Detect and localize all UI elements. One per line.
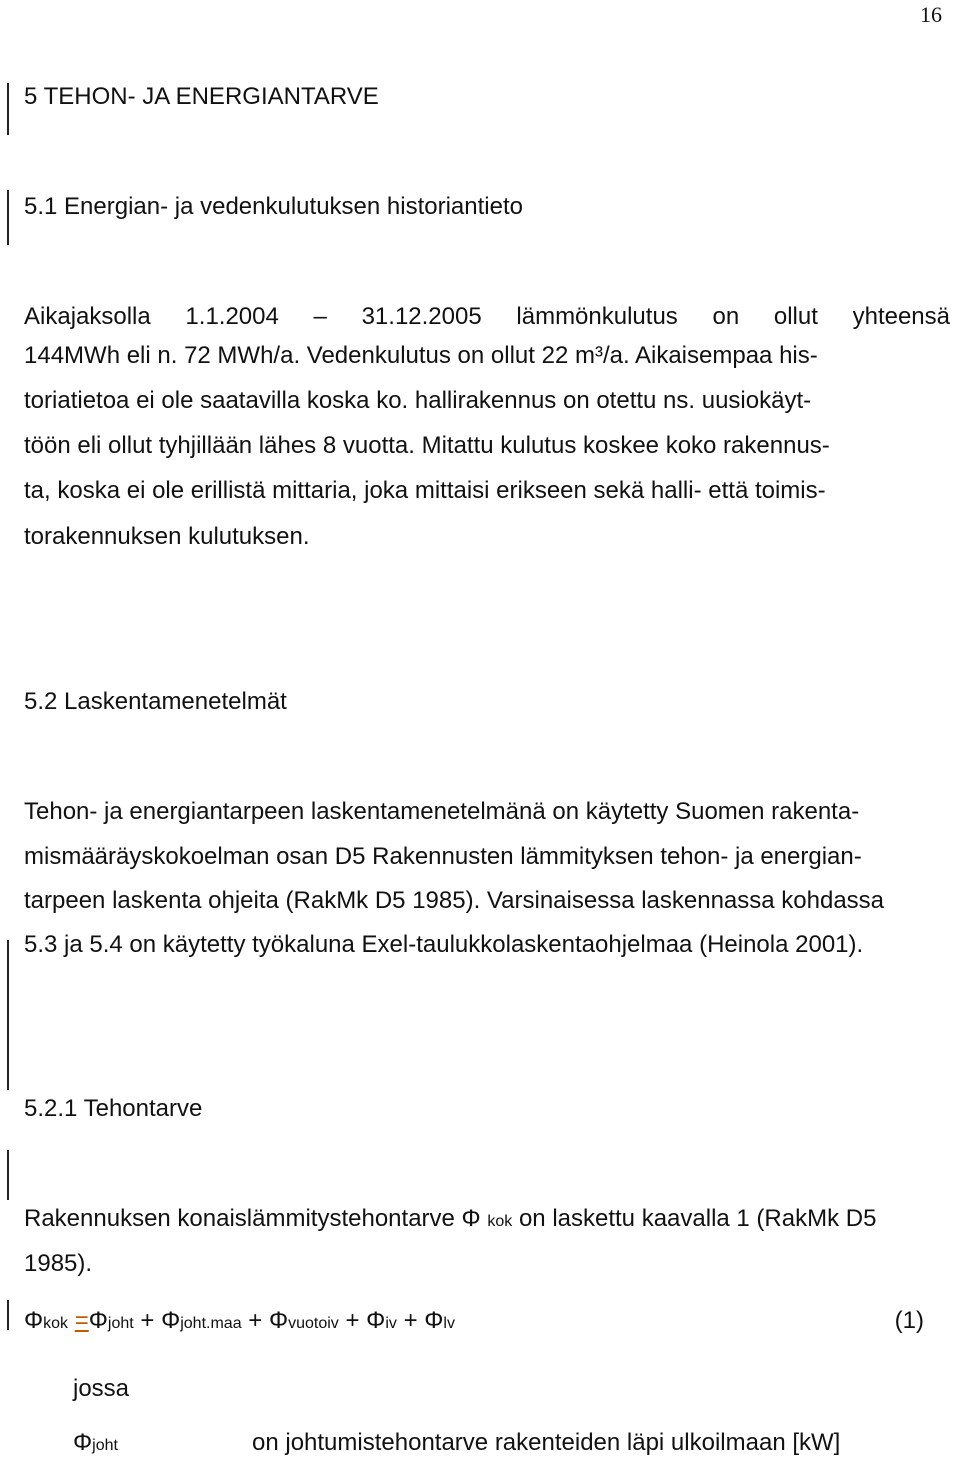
subscript: lv xyxy=(443,1315,455,1332)
plus-sign: + xyxy=(248,1307,263,1334)
equals-sign: = xyxy=(74,1307,89,1334)
change-bar xyxy=(7,1150,9,1200)
plus-sign: + xyxy=(345,1307,360,1334)
word: Aikajaksolla xyxy=(24,303,151,330)
phi-symbol: Φ xyxy=(88,1307,108,1334)
change-bar xyxy=(7,1300,9,1330)
symbol-definition-term xyxy=(73,1428,118,1461)
section-heading-5-2-1: 5.2.1 Tehontarve xyxy=(24,1095,203,1122)
paragraph-line: toriatietoa ei ole saatavilla koska ko. hallirakennus on otettu ns. uusiokäyt- xyxy=(24,387,812,414)
subscript: iv xyxy=(385,1315,397,1332)
phi-symbol: Φ xyxy=(161,1307,181,1334)
subscript: vuotoiv xyxy=(288,1315,339,1332)
paragraph-line: mismääräyskokoelman osan D5 Rakennusten lämmityksen tehon- ja energian- xyxy=(24,843,862,870)
phi-symbol: Φ xyxy=(268,1307,289,1334)
word: 31.12.2005 xyxy=(361,303,482,330)
symbol-definition-text: on johtumistehontarve rakenteiden läpi ulkoilmaan [kW] xyxy=(252,1429,841,1456)
phi-symbol: Φ xyxy=(73,1429,93,1456)
subscript: kok xyxy=(487,1213,513,1230)
subscript: joht.maa xyxy=(180,1315,242,1332)
word: yhteensä xyxy=(852,303,950,330)
paragraph-line xyxy=(24,1204,876,1234)
paragraph-line: Tehon- ja energiantarpeen laskentamenetelmänä on käytetty Suomen rakenta- xyxy=(24,798,860,825)
equation-number: (1) xyxy=(894,1307,924,1334)
change-bar xyxy=(7,83,9,135)
paragraph-energy-history xyxy=(24,302,950,562)
paragraph-power-demand xyxy=(24,1204,950,1284)
change-bar xyxy=(7,940,9,1090)
word: 1.1.2004 xyxy=(185,303,279,330)
section-heading-5-1: 5.1 Energian- ja vedenkulutuksen historiantieto xyxy=(24,193,523,220)
page-number: 16 xyxy=(920,2,942,27)
paragraph-line: ta, koska ei ole erillistä mittaria, joka mittaisi erikseen sekä halli- että toimis- xyxy=(24,477,826,504)
plus-sign: + xyxy=(403,1307,418,1334)
equation-1 xyxy=(24,1303,944,1339)
chapter-heading: 5 TEHON- JA ENERGIANTARVE xyxy=(24,83,379,110)
paragraph-line: tarpeen laskenta ohjeita (RakMk D5 1985). Varsinaisessa laskennassa kohdassa xyxy=(24,887,885,914)
word: lämmönkulutus xyxy=(516,303,678,330)
paragraph-line: 1985). xyxy=(24,1250,93,1277)
where-label: jossa xyxy=(73,1375,130,1402)
paragraph-line: torakennuksen kulutuksen. xyxy=(24,523,310,550)
text-span: on laskettu kaavalla 1 (RakMk D5 xyxy=(512,1205,877,1232)
subscript: joht xyxy=(92,1437,118,1454)
subscript: kok xyxy=(43,1315,69,1332)
phi-symbol: Φ xyxy=(366,1307,386,1334)
phi-symbol: Φ xyxy=(424,1307,444,1334)
section-heading-5-2: 5.2 Laskentamenetelmät xyxy=(24,688,287,715)
paragraph-line xyxy=(24,302,950,332)
word: ollut xyxy=(773,303,818,330)
paragraph-line: 5.3 ja 5.4 on käytetty työkaluna Exel-taulukkolaskentaohjelmaa (Heinola 2001). xyxy=(24,931,864,958)
plus-sign: + xyxy=(140,1307,155,1334)
subscript: joht xyxy=(107,1315,134,1332)
word: – xyxy=(313,303,327,330)
paragraph-line: 144MWh eli n. 72 MWh/a. Vedenkulutus on ollut 22 m³/a. Aikaisempaa his- xyxy=(24,342,818,369)
paragraph-line: töön eli ollut tyhjillään lähes 8 vuotta. Mitattu kulutus koskee koko rakennus- xyxy=(24,432,830,459)
equation-body xyxy=(24,1303,455,1342)
phi-symbol: Φ xyxy=(24,1307,44,1334)
text-span: Rakennuksen konaislämmitystehontarve Φ xyxy=(24,1205,488,1232)
word: on xyxy=(712,303,740,330)
paragraph-calculation-methods xyxy=(24,797,950,967)
change-bar xyxy=(7,190,9,245)
